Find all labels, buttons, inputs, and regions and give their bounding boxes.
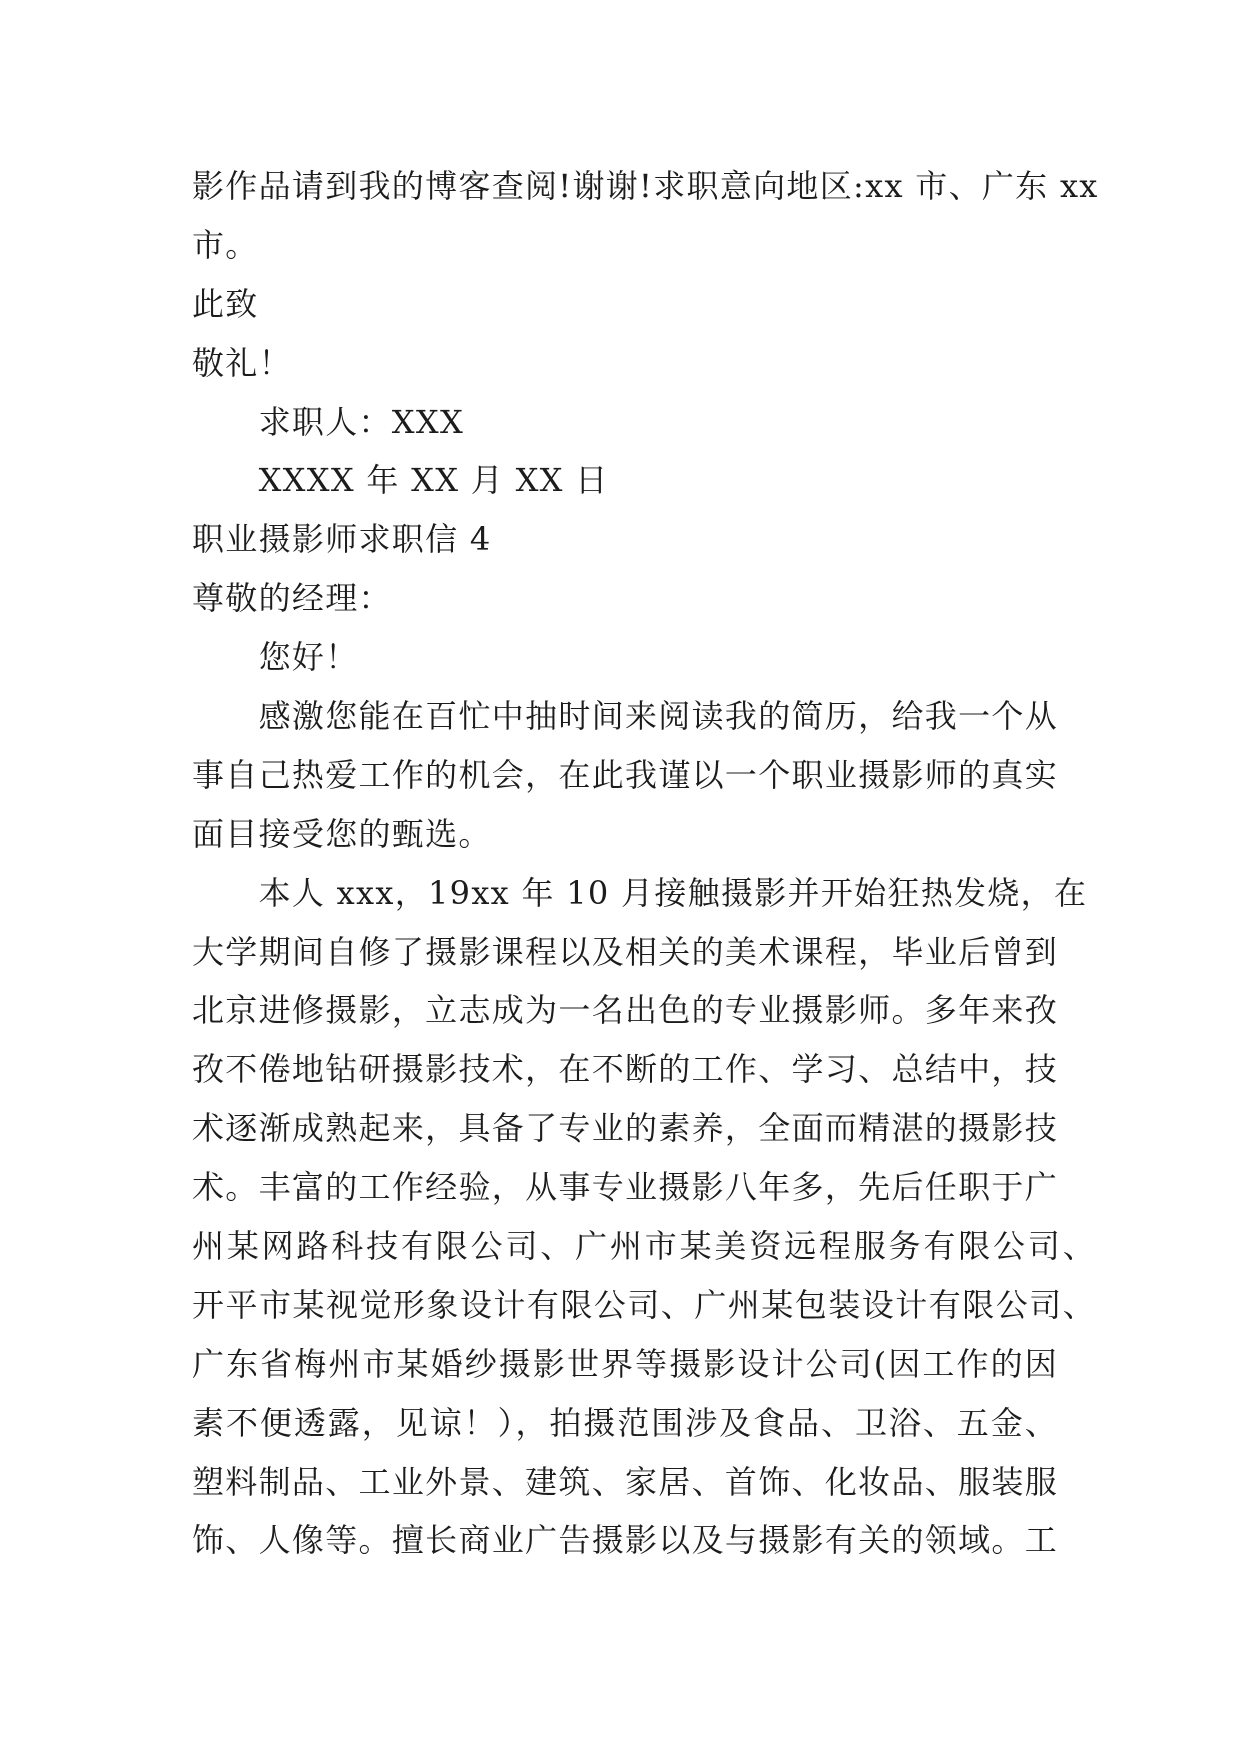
addressee: 尊敬的经理： bbox=[192, 579, 392, 618]
paragraph bbox=[192, 687, 1058, 864]
body-line: 饰、人像等。擅长商业广告摄影以及与摄影有关的领域。工 bbox=[192, 1521, 1058, 1560]
body-line: 孜不倦地钻研摄影技术，在不断的工作、学习、总结中，技 bbox=[192, 1050, 1058, 1089]
date: XXXX 年 XX 月 XX 日 bbox=[258, 461, 609, 500]
body-line: 感激您能在百忙中抽时间来阅读我的简历，给我一个从 bbox=[258, 697, 1058, 736]
body-line: 广东省梅州市某婚纱摄影世界等摄影设计公司(因工作的因 bbox=[192, 1344, 1058, 1383]
body-line: 北京进修摄影，立志成为一名出色的专业摄影师。多年来孜 bbox=[192, 991, 1058, 1030]
body-line: 大学期间自修了摄影课程以及相关的美术课程，毕业后曾到 bbox=[192, 932, 1058, 971]
paragraph bbox=[192, 864, 1096, 1571]
letter-4 bbox=[192, 510, 1096, 1570]
body-line: 面目接受您的甄选。 bbox=[192, 814, 492, 853]
body-line: 事自己热爱工作的机会，在此我谨以一个职业摄影师的真实 bbox=[192, 755, 1058, 794]
body-line: 市。 bbox=[192, 225, 259, 264]
salute: 敬礼！ bbox=[192, 343, 292, 382]
closing-phrase: 此致 bbox=[192, 284, 259, 323]
body-line: 素不便透露，见谅！），拍摄范围涉及食品、卫浴、五金、 bbox=[192, 1403, 1058, 1442]
signature: 求职人：XXX bbox=[258, 402, 465, 441]
body-line: 塑料制品、工业外景、建筑、家居、首饰、化妆品、服装服 bbox=[192, 1462, 1058, 1501]
body-line: 本人 xxx，19xx 年 10 月接触摄影并开始狂热发烧，在 bbox=[258, 873, 1088, 912]
body-line: 术逐渐成熟起来，具备了专业的素养，全面而精湛的摄影技 bbox=[192, 1109, 1058, 1148]
body-line: 影作品请到我的博客查阅!谢谢!求职意向地区:xx 市、广东 xx bbox=[192, 167, 1099, 205]
document-body bbox=[192, 157, 1099, 1570]
greeting: 您好！ bbox=[258, 638, 359, 677]
body-line: 开平市某视觉形象设计有限公司、广州某包装设计有限公司、 bbox=[192, 1285, 1096, 1324]
previous-letter-end bbox=[192, 157, 1099, 510]
body-line: 州某网路科技有限公司、广州市某美资远程服务有限公司、 bbox=[192, 1227, 1096, 1266]
body-line: 术。丰富的工作经验，从事专业摄影八年多，先后任职于广 bbox=[192, 1168, 1058, 1207]
letter-title: 职业摄影师求职信 4 bbox=[192, 520, 492, 559]
